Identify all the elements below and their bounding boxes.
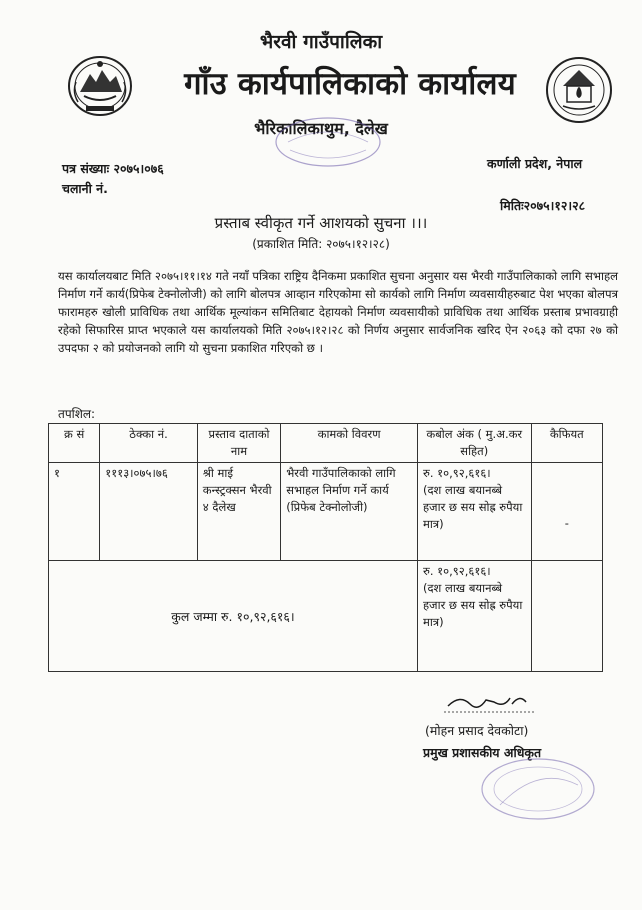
header-sn: क्र सं: [49, 424, 100, 463]
table-header-row: [49, 424, 603, 463]
header-amount: कबोल अंक ( मु.अ.कर सहित): [417, 424, 531, 463]
cell-work: भैरवी गाउँपालिकाको लागि सभाहल निर्माण गर्ने कार्य (प्रिफेब टेक्नोलोजी): [281, 463, 418, 561]
amount-figure: रु. १०,९२,६१६।: [422, 466, 491, 480]
municipality-logo-icon: [543, 54, 615, 124]
office-address: भैरिकालिकाथुम, दैलेख: [254, 119, 388, 138]
amount-words: (दश लाख बयानब्बे हजार छ सय सोह्र रुपैया मात्र): [422, 483, 523, 531]
office-stamp-icon: [268, 112, 388, 172]
remark-value: -: [564, 516, 569, 530]
header-bidder: प्रस्ताव दाताको नाम: [197, 424, 280, 463]
notice-title: प्रस्ताब स्वीकृत गर्ने आशयको सुचना ।।।: [214, 214, 428, 232]
municipality-name: भैरवी गाउँपालिका: [259, 31, 383, 53]
letter-date: मितिः२०७५।१२।२८: [500, 198, 586, 213]
official-seal-icon: [470, 745, 600, 825]
total-amount-words: (दश लाख बयानब्बे हजार छ सय सोह्र रुपैया मात्र): [422, 581, 523, 629]
province-label: कर्णाली प्रदेश, नेपाल: [487, 156, 583, 171]
cell-bidder: श्री माई कन्स्ट्रक्सन भैरवी ४ दैलेख: [197, 463, 280, 561]
notice-body: यस कार्यालयबाट मिति २०७५।११।१४ गते नयाँ पत्रिका राष्ट्रिय दैनिकमा प्रकाशित सुचना अनुसार यस भैरवी गाउँपालिकाको लागि सभाहल निर्माण गर्ने कार्य(प्रिफेब टेक्नोलोजी) को लागि बोलपत्र आव्हान गरिएकोमा सो कार्यको लागि निर्माण व्यवसायीहरुबाट पेश भएका बोलपत्र फारामहरु खोली प्राविधिक तथा आर्थिक मूल्यांकन समितिबाट देहायको निर्माण व्यवसायीको प्राविधिक तथा आर्थिक प्रस्ताब प्रभावग्राही रहेको सिफारिस प्राप्त भएकाले यस कार्यालयको मिति २०७५।१२।२८ को निर्णय अनुसार सार्वजनिक खरिद ऐन २०६३ को दफा २७ को उपदफा २ को प्रयोजनको लागि यो सुचना प्रकाशित गरिएको छ ।: [58, 269, 618, 355]
nepal-emblem-icon: [66, 52, 134, 118]
header-contract-no: ठेक्का नं.: [100, 424, 198, 463]
letter-number: पत्र संख्याः २०७५।०७६: [62, 161, 164, 176]
cell-total-remark: [531, 561, 602, 672]
details-label: तपशिल:: [58, 407, 96, 421]
header-work: कामको विवरण: [281, 424, 418, 463]
total-amount-figure: रु. १०,९२,६१६।: [422, 564, 491, 578]
dispatch-number: चलानी नं.: [62, 181, 108, 196]
published-date: (प्रकाशित मिति: २०७५।१२।२८): [252, 237, 390, 251]
signatory-title: प्रमुख प्रशासकीय अधिकृत: [423, 745, 542, 760]
cell-amount: [417, 463, 531, 561]
cell-sn: १: [49, 463, 100, 561]
signatory-name: (मोहन प्रसाद देवकोटा): [425, 723, 529, 738]
bid-table: [48, 423, 603, 672]
cell-total-amount: [417, 561, 531, 672]
table-total-row: [49, 561, 603, 672]
cell-contract-no: १११३।०७५।७६: [100, 463, 198, 561]
cell-remark: [531, 463, 602, 561]
table-row: [49, 463, 603, 561]
total-label: कुल जम्मा रु. १०,९२,६१६।: [49, 561, 418, 672]
office-name: गाँउ कार्यपालिकाको कार्यालय: [184, 66, 516, 102]
header-remark: कैफियत: [531, 424, 602, 463]
signature-icon: [440, 688, 540, 718]
